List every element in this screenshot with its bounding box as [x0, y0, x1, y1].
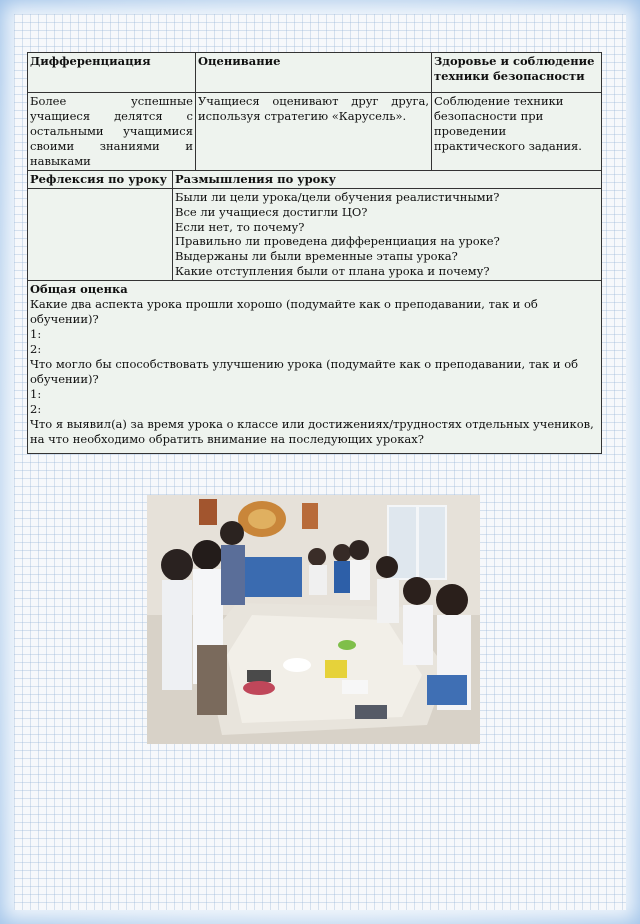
cell-safety: Соблюдение техники безопасности при проведении практического задания. — [432, 93, 602, 171]
reflection-questions — [173, 188, 602, 281]
table-row — [28, 93, 602, 171]
answer-line: 1: — [30, 386, 42, 401]
overall-title: Общая оценка — [30, 282, 128, 297]
table-row — [28, 188, 602, 281]
answer-line: 2: — [30, 401, 42, 416]
lesson-plan-table — [27, 52, 602, 454]
cell-assessment: Учащиеся оценивают друг друга, используя стратегию «Карусель». — [196, 93, 432, 171]
reflection-question: Выдержаны ли были временные этапы урока? — [175, 249, 458, 264]
overall-assessment — [28, 281, 602, 453]
header-differentiation: Дифференциация — [28, 53, 196, 93]
cell-differentiation: Более успешные учащиеся делятся с остальными учащимися своими знаниями и навыками — [28, 93, 196, 171]
reflection-question: Какие отступления были от плана урока и почему? — [175, 264, 490, 279]
table-row — [28, 170, 602, 188]
header-assessment: Оценивание — [196, 53, 432, 93]
thoughts-title: Размышления по уроку — [173, 170, 602, 188]
reflection-question: Все ли учащиеся достигли ЦО? — [175, 204, 368, 219]
reflection-title: Рефлексия по уроку — [28, 170, 173, 188]
table-row — [28, 53, 602, 93]
overall-question-1: Какие два аспекта урока прошли хорошо (подумайте как о преподавании, так и об обучении)? — [30, 297, 538, 327]
classroom-photo-illustration — [147, 495, 480, 744]
overall-question-2: Что могло бы способствовать улучшению урока (подумайте как о преподавании, так и об обучении)? — [30, 356, 579, 386]
classroom-photo — [147, 495, 480, 744]
answer-line: 2: — [30, 342, 42, 356]
overall-question-3: Что я выявил(а) за время урока о классе или достижениях/трудностях отдельных учеников, на что необходимо обратить внимание на последующих уроках? — [30, 416, 594, 446]
answer-line: 1: — [30, 327, 42, 342]
header-safety: Здоровье и соблюдение техники безопасности — [432, 53, 602, 93]
table-row — [28, 281, 602, 453]
reflection-empty-cell — [28, 188, 173, 281]
reflection-question: Если нет, то почему? — [175, 219, 305, 234]
reflection-question: Правильно ли проведена дифференциация на уроке? — [175, 234, 500, 249]
reflection-question: Были ли цели урока/цели обучения реалистичными? — [175, 189, 500, 204]
